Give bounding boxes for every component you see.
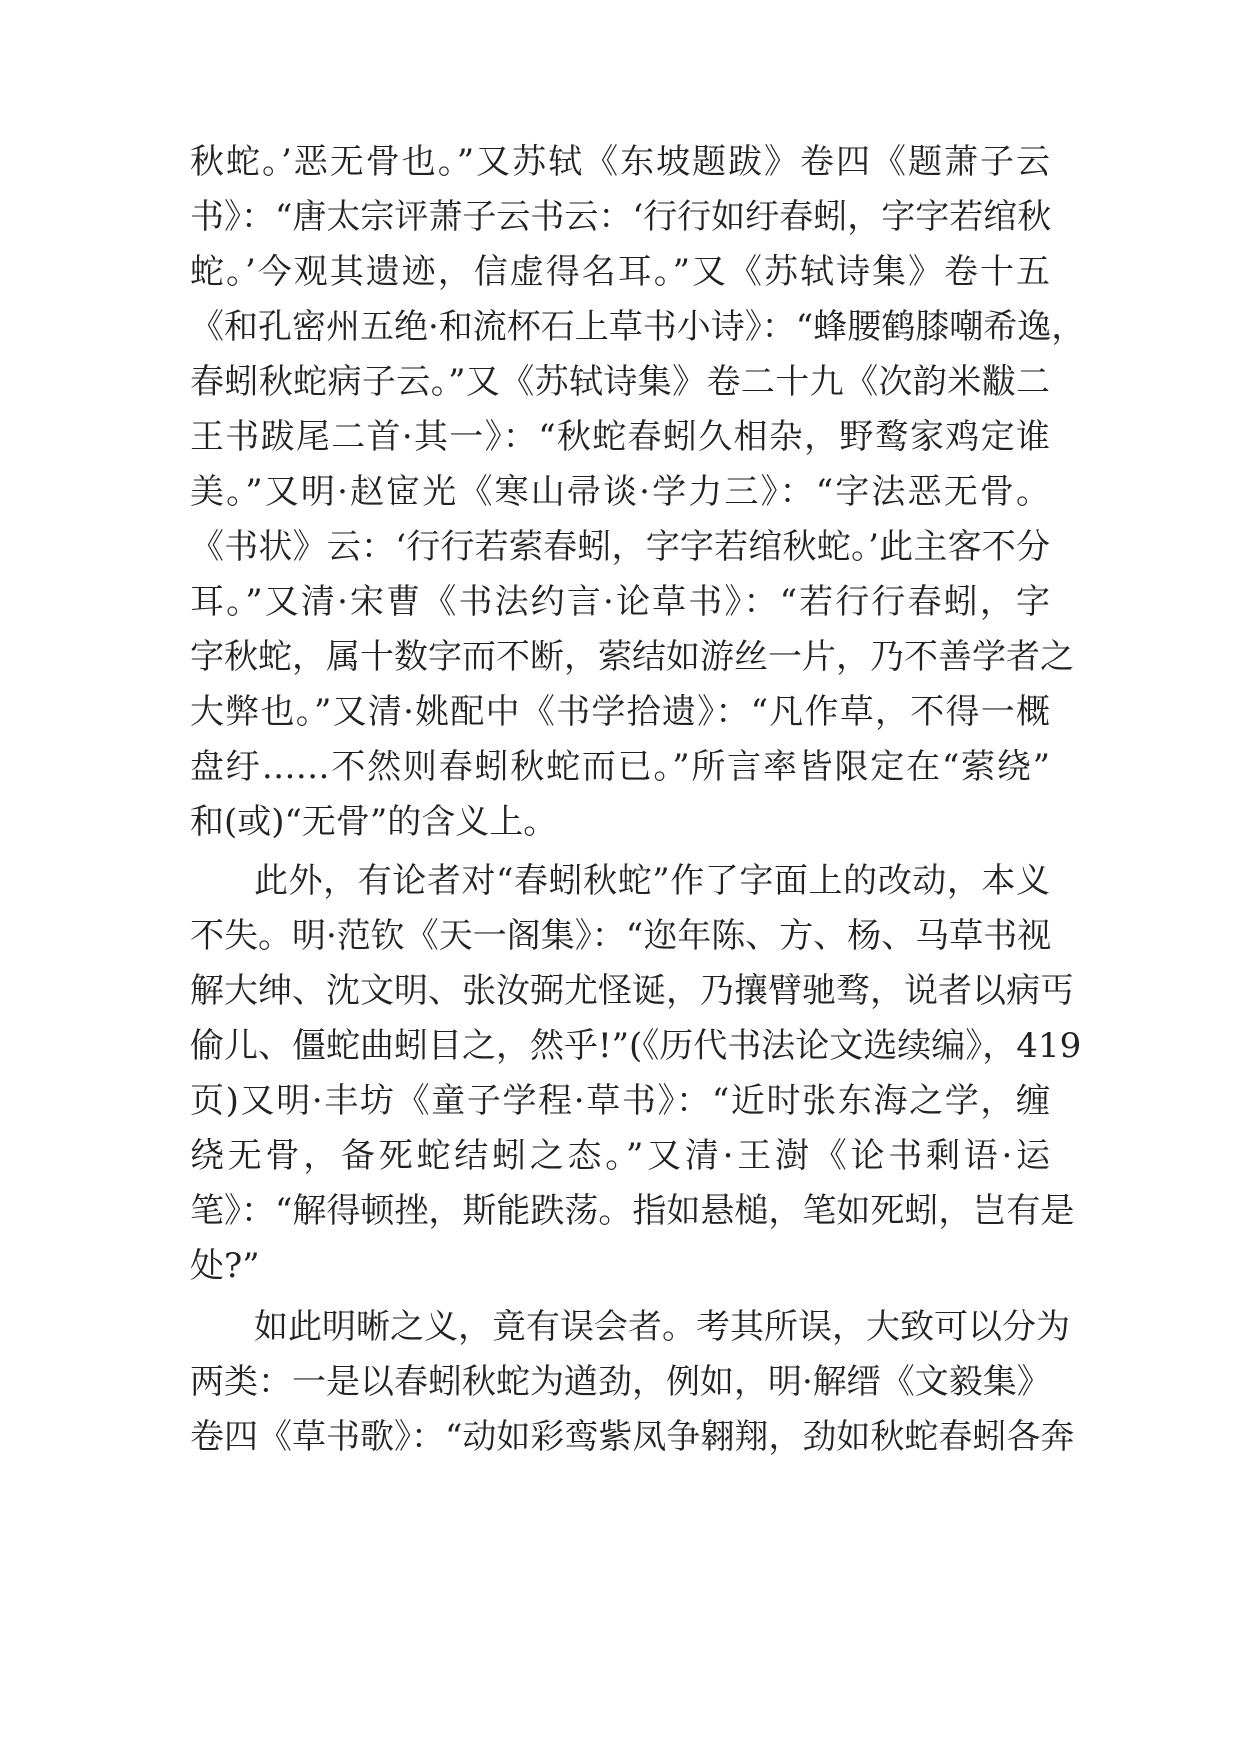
text-line: 大弊也。”又清·姚配中《书学拾遗》：“凡作草，不得一概 <box>190 692 1050 732</box>
text-line: 和(或)“无骨”的含义上。 <box>190 802 558 842</box>
text-line: 解大绅、沈文明、张汝弼尤怪诞，乃攘臂驰骛，说者以病丐 <box>190 971 1074 1011</box>
text-line: 美。”又明·赵宧光《寒山帚谈·学力三》：“字法恶无骨。 <box>190 472 1050 512</box>
text-line: 耳。”又清·宋曹《书法约言·论草书》：“若行行春蚓，字 <box>190 582 1050 622</box>
text-line: 蛇。’今观其遗迹，信虚得名耳。”又《苏轼诗集》卷十五 <box>190 252 1050 292</box>
text-line: 书》：“唐太宗评萧子云书云：‘行行如纡春蚓，字字若绾秋 <box>190 197 1052 237</box>
text-line: 王书跋尾二首·其一》：“秋蛇春蚓久相杂，野鹜家鸡定谁 <box>190 417 1050 457</box>
text-line: 《和孔密州五绝·和流杯石上草书小诗》：“蜂腰鹤膝嘲希逸， <box>190 307 1086 347</box>
text-line: 两类：一是以春蚓秋蛇为遒劲，例如，明·解缙《文毅集》 <box>190 1362 1051 1402</box>
text-line: 笔》：“解得顿挫，斯能跌荡。指如悬槌，笔如死蚓，岂有是 <box>190 1191 1075 1231</box>
text-line: 不失。明·范钦《天一阁集》：“迩年陈、方、杨、马草书视 <box>190 916 1052 956</box>
paragraph-first-line: 如此明晰之义，竟有误会者。考其所误，大致可以分为 <box>254 1307 1070 1347</box>
text-line: 字秋蛇，属十数字而不断，萦结如游丝一片，乃不善学者之 <box>190 637 1074 677</box>
text-line: 春蚓秋蛇病子云。”又《苏轼诗集》卷二十九《次韵米黻二 <box>190 362 1050 402</box>
text-line: 绕无骨，备死蛇结蚓之态。”又清·王澍《论书剩语·运 <box>190 1136 1050 1176</box>
text-line: 秋蛇。’恶无骨也。”又苏轼《东坡题跋》卷四《题萧子云 <box>190 142 1050 182</box>
text-line: 卷四《草书歌》：“动如彩鸾紫凤争翱翔，劲如秋蛇春蚓各奔 <box>190 1417 1075 1457</box>
paragraph-first-line: 此外，有论者对“春蚓秋蛇”作了字面上的改动，本义 <box>254 861 1050 901</box>
text-line: 偷儿、僵蛇曲蚓目之，然乎!”(《历代书法论文选续编》，419 <box>190 1026 1082 1066</box>
text-line: 处?” <box>190 1246 260 1286</box>
text-line: 《书状》云：‘行行若萦春蚓，字字若绾秋蛇。’此主客不分 <box>190 527 1050 567</box>
text-line: 页)又明·丰坊《童子学程·草书》：“近时张东海之学，缠 <box>190 1081 1050 1121</box>
text-line: 盘纡……不然则春蚓秋蛇而已。”所言率皆限定在“萦绕” <box>190 747 1050 787</box>
